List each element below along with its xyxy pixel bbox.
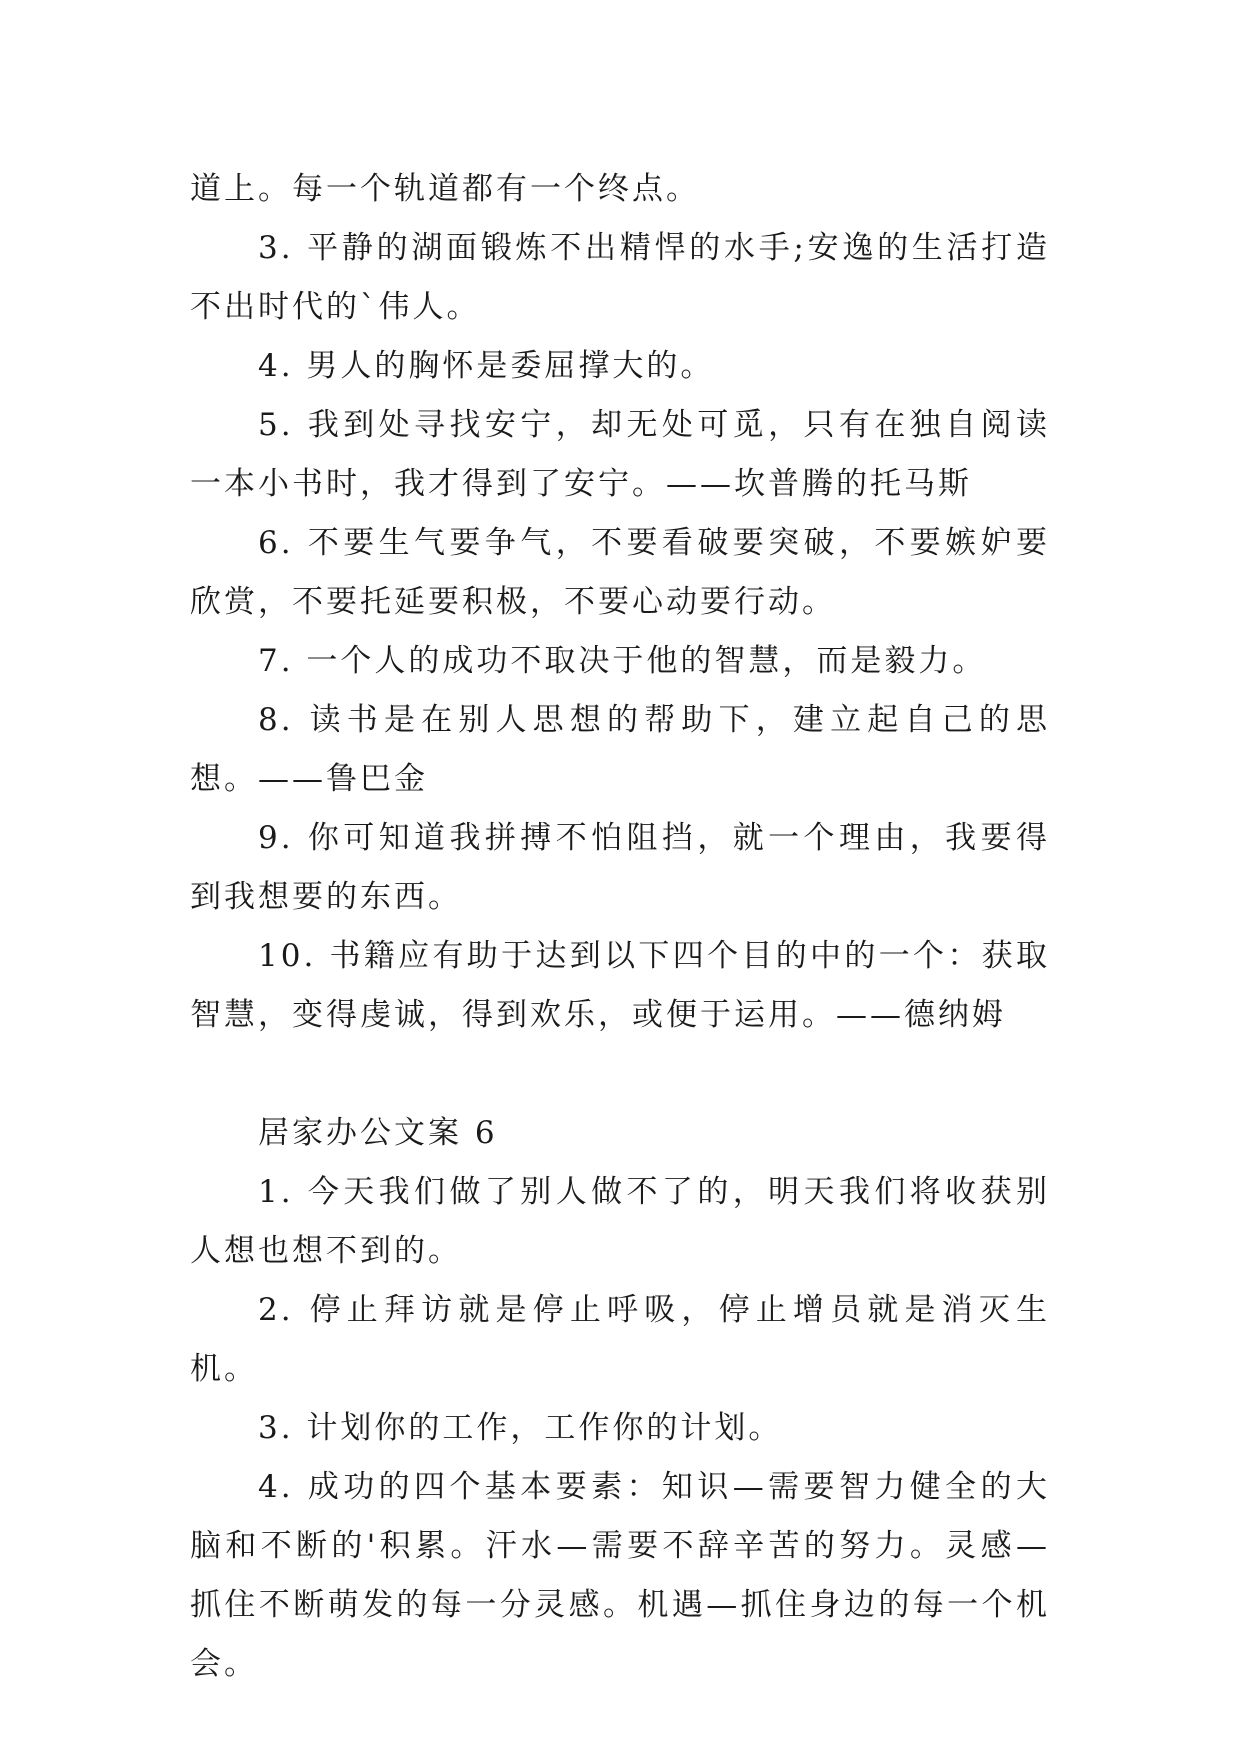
quote-item-3: 3. 平静的湖面锻炼不出精悍的水手;安逸的生活打造不出时代的`伟人。 [190, 230, 1050, 325]
quote-item-5: 5. 我到处寻找安宁，却无处可觅，只有在独自阅读一本小书时，我才得到了安宁。——坎普腾的托马斯 [190, 407, 1050, 502]
section6-item-1: 1. 今天我们做了别人做不了的，明天我们将收获别人想也想不到的。 [190, 1174, 1050, 1269]
quote-item-10: 10. 书籍应有助于达到以下四个目的中的一个：获取智慧，变得虔诚，得到欢乐，或便于运用。——德纳姆 [190, 938, 1050, 1033]
section6-item-4: 4. 成功的四个基本要素：知识—需要智力健全的大脑和不断的'积累。汗水—需要不辞辛苦的努力。灵感—抓住不断萌发的每一分灵感。机遇—抓住身边的每一个机会。 [190, 1469, 1050, 1682]
quote-item-9: 9. 你可知道我拼搏不怕阻挡，就一个理由，我要得到我想要的东西。 [190, 820, 1050, 915]
quote-item-4: 4. 男人的胸怀是委屈撑大的。 [258, 348, 715, 384]
quote-item-8: 8. 读书是在别人思想的帮助下，建立起自己的思想。——鲁巴金 [190, 702, 1050, 797]
section6-item-3: 3. 计划你的工作，工作你的计划。 [258, 1410, 783, 1446]
quote-item-6: 6. 不要生气要争气，不要看破要突破，不要嫉妒要欣赏，不要托延要积极，不要心动要行动。 [190, 525, 1050, 620]
quote-item-7: 7. 一个人的成功不取决于他的智慧，而是毅力。 [258, 643, 987, 679]
paragraph-continuation: 道上。每一个轨道都有一个终点。 [190, 171, 700, 207]
section-spacer [190, 1045, 1050, 1104]
document-body [190, 160, 1050, 1694]
section-heading: 居家办公文案 6 [258, 1115, 498, 1151]
section6-item-2: 2. 停止拜访就是停止呼吸，停止增员就是消灭生机。 [190, 1292, 1050, 1387]
